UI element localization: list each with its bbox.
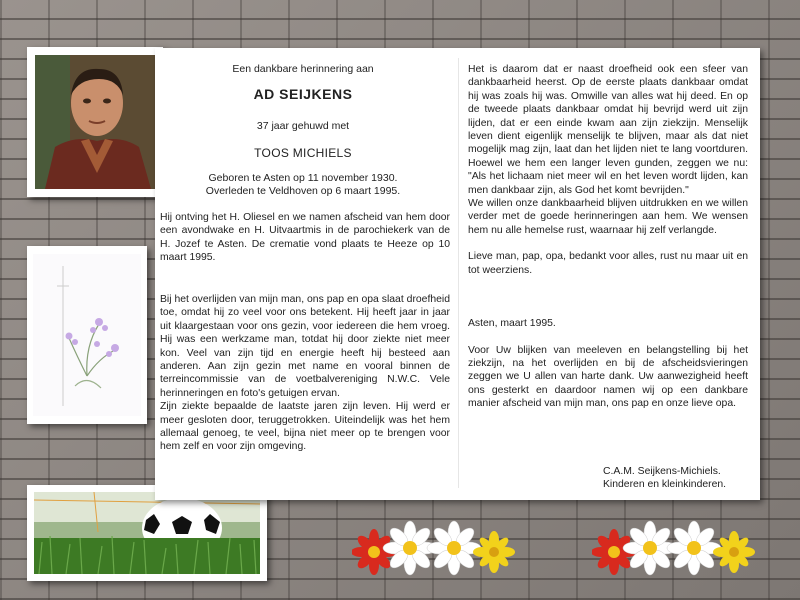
flower-card-image bbox=[27, 246, 147, 424]
paragraph-gratitude bbox=[468, 63, 748, 411]
signature-block bbox=[603, 465, 753, 492]
memorial-card bbox=[155, 48, 760, 500]
portrait-photo bbox=[27, 47, 163, 197]
daisy-white-icon bbox=[667, 521, 721, 575]
paragraph-farewell: Lieve man, pap, opa, bedankt voor alles, rust nu maar uit en tot weerziens. bbox=[468, 251, 748, 276]
fold-divider bbox=[458, 58, 459, 488]
signature-name: C.A.M. Seijkens-Michiels. bbox=[603, 466, 721, 477]
paragraph-thanks: Voor Uw blijken van meeleven en belangstelling bij het ziekzijn, na het overlijden en bij de afscheidsvieringen zeggen we U allen van harte dank. Uw aanwezigheid heeft ons gesterkt en daardoor namen wij op een dankbare manier afscheid van mijn man, ons pap en onze lieve opa. bbox=[468, 344, 748, 410]
married-line: 37 jaar gehuwd met bbox=[256, 120, 350, 132]
card-heading: Een dankbare herinnering aan bbox=[232, 63, 374, 75]
daisies-left bbox=[352, 520, 522, 585]
paragraph-gratitude-2: We willen onze dankbaarheid blijven uitdrukken en we willen verder met de goede herinneringen aan hem. We wensen hem nu alle hemelse rust, waarnaar hij zelf verlangde. bbox=[468, 198, 748, 236]
daisies-right bbox=[592, 520, 762, 585]
paragraph-gratitude-1: Het is daarom dat er naast droefheid ook een sfeer van dankbaarheid heerst. Op de eerste plaats dankbaar omdat hij was zoals hij was. Omwille van alles wat hij deed. En op de tweede plaats dankbaar omdat hij bevrijd werd uit zijn lijden, dat er een einde kwam aan zijn ziekzijn. Menselijk leven dient eigenlijk menselijk te blijven, maar als dat niet mogelijk mag zijn, laat dan het lijden niet te lang voortduren. Hoewel we hem een langer leven gunden, zeggen we nu: "Als het lichaam niet meer wil en het leven wordt lijden, kan men dankbaar zijn, als God het komt bevrijden." bbox=[468, 64, 748, 196]
portrait-image bbox=[35, 55, 155, 189]
paragraph-remembrance bbox=[160, 293, 450, 454]
spouse-name: TOOS MICHIELS bbox=[254, 146, 352, 160]
deceased-name: AD SEIJKENS bbox=[253, 86, 353, 102]
daisy-yellow-icon bbox=[473, 531, 515, 573]
place-date: Asten, maart 1995. bbox=[468, 318, 556, 330]
daisy-white-icon bbox=[427, 521, 481, 575]
paragraph-life: Bij het overlijden van mijn man, ons pap en opa slaat droefheid toe, omdat hij zo veel voor ons betekent. Hij heeft jaar in jaar uit klaargestaan voor ons gezin, voor iedereen die hem vroeg. Hij was een werkzame man, totdat hij door ziekte niet meer kon. Veel van zijn tijd en energie heeft hij besteed aan anderen. Aan zijn gezin met name en vooral binnen de terreincommissie van de voetbalvereniging N.W.C. Vele herinneringen en foto's getuigen ervan. bbox=[160, 294, 450, 399]
paragraph-illness: Zijn ziekte bepaalde de laatste jaren zijn leven. Hij werd er meer gesloten door, teruggetrokken. Uiteindelijk was het hem allemaal genoeg, te veel, bijna niet meer op te brengen voor hem zelf en voor zijn omgeving. bbox=[160, 401, 450, 453]
birth-line: Geboren te Asten op 11 november 1930. bbox=[208, 172, 398, 184]
daisy-yellow-icon bbox=[713, 531, 755, 573]
football-image bbox=[34, 492, 260, 574]
dates-block bbox=[155, 172, 451, 198]
death-line: Overleden te Veldhoven op 6 maart 1995. bbox=[205, 185, 401, 197]
paragraph-funeral: Hij ontving het H. Oliesel en we namen afscheid van hem door een avondwake en H. Uitvaartmis in de parochiekerk van de H. Jozef te Asten. De crematie vond plaats te Heeze op 10 maart 1995. bbox=[160, 212, 450, 264]
signature-family: Kinderen en kleinkinderen. bbox=[603, 479, 727, 491]
